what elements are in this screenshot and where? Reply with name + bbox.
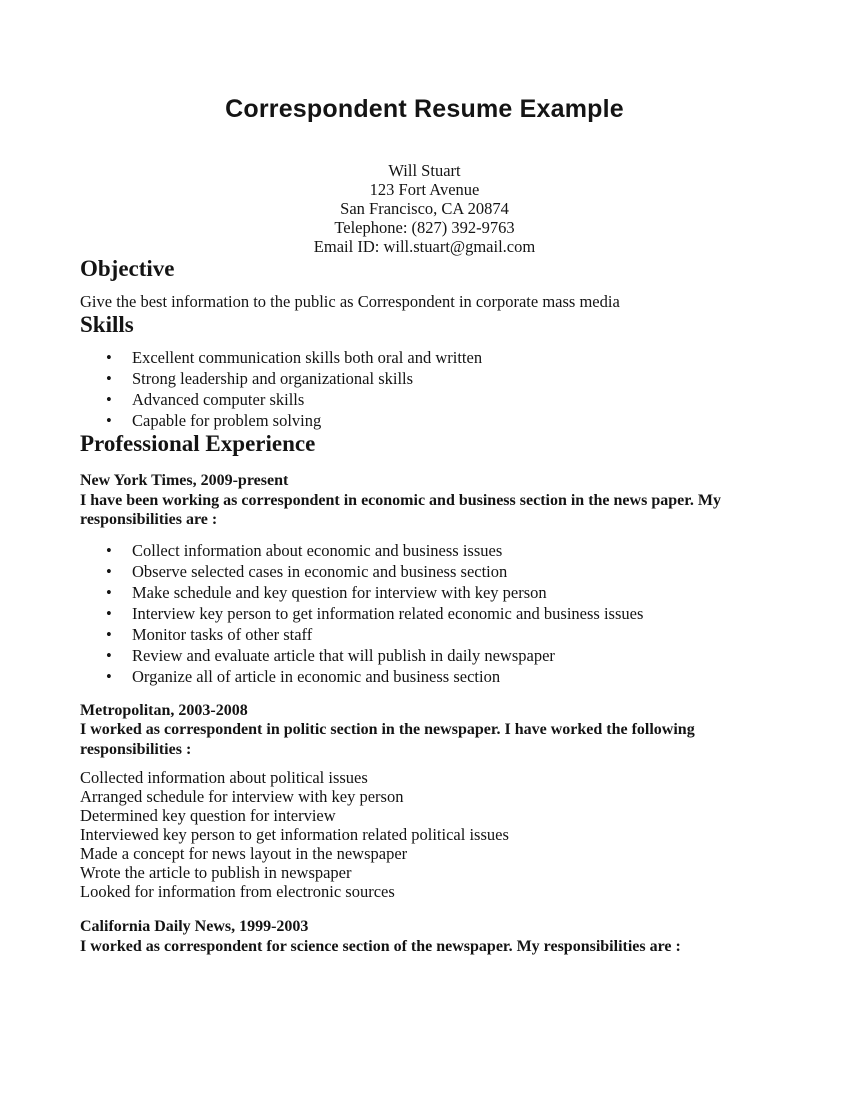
section-heading-experience: Professional Experience [80,431,316,457]
responsibility-line: Collected information about political issues [80,768,368,787]
responsibility-item: • Organize all of article in economic and business section [80,666,780,687]
responsibility-item: • Observe selected cases in economic and business section [80,561,780,582]
document-title: Correspondent Resume Example [225,95,624,123]
section-heading-objective: Objective [80,255,175,281]
skill-item: • Excellent communication skills both oral and written [80,347,780,368]
contact-block [80,161,769,256]
responsibility-line: Looked for information from electronic sources [80,882,395,901]
section-heading-skills: Skills [80,311,134,337]
skill-item: • Advanced computer skills [80,389,780,410]
contact-name: Will Stuart [388,160,461,180]
objective-text: Give the best information to the public as Correspondent in corporate mass media [80,291,620,311]
responsibility-item: • Make schedule and key question for interview with key person [80,582,780,603]
responsibility-item: • Interview key person to get information related economic and business issues [80,603,780,624]
job-employer: New York Times, 2009-present [80,472,289,489]
contact-address-line1: 123 Fort Avenue [369,179,480,199]
job-responsibilities-plain [80,768,780,901]
responsibility-item: • Review and evaluate article that will publish in daily newspaper [80,645,780,666]
contact-email: Email ID: will.stuart@gmail.com [313,236,536,256]
contact-address-line2: San Francisco, CA 20874 [340,198,509,218]
job-summary: I worked as correspondent in politic section in the newspaper. I have worked the following responsibilities : [80,721,695,758]
responsibility-line: Wrote the article to publish in newspaper [80,863,352,882]
job-employer: California Daily News, 1999-2003 [80,918,309,935]
job-entry-new-york-times [80,471,780,687]
responsibility-line: Interviewed key person to get information related political issues [80,825,509,844]
skill-item: • Capable for problem solving [80,410,780,431]
job-employer: Metropolitan, 2003-2008 [80,701,248,719]
responsibility-line: Arranged schedule for interview with key person [80,787,404,806]
job-summary: I have been working as correspondent in economic and business section in the news paper. My responsibilities are : [80,491,721,528]
responsibility-item: • Monitor tasks of other staff [80,624,780,645]
job-summary: I worked as correspondent for science section of the newspaper. My responsibilities are : [80,937,681,955]
job-entry-metropolitan [80,701,780,902]
job-entry-california-daily-news [80,917,780,956]
responsibility-item: • Collect information about economic and business issues [80,540,780,561]
job-responsibilities-list [80,540,780,687]
skills-list [80,347,780,431]
responsibility-line: Made a concept for news layout in the newspaper [80,844,408,863]
contact-telephone: Telephone: (827) 392-9763 [334,217,515,237]
skill-item: • Strong leadership and organizational skills [80,368,780,389]
responsibility-line: Determined key question for interview [80,806,336,825]
